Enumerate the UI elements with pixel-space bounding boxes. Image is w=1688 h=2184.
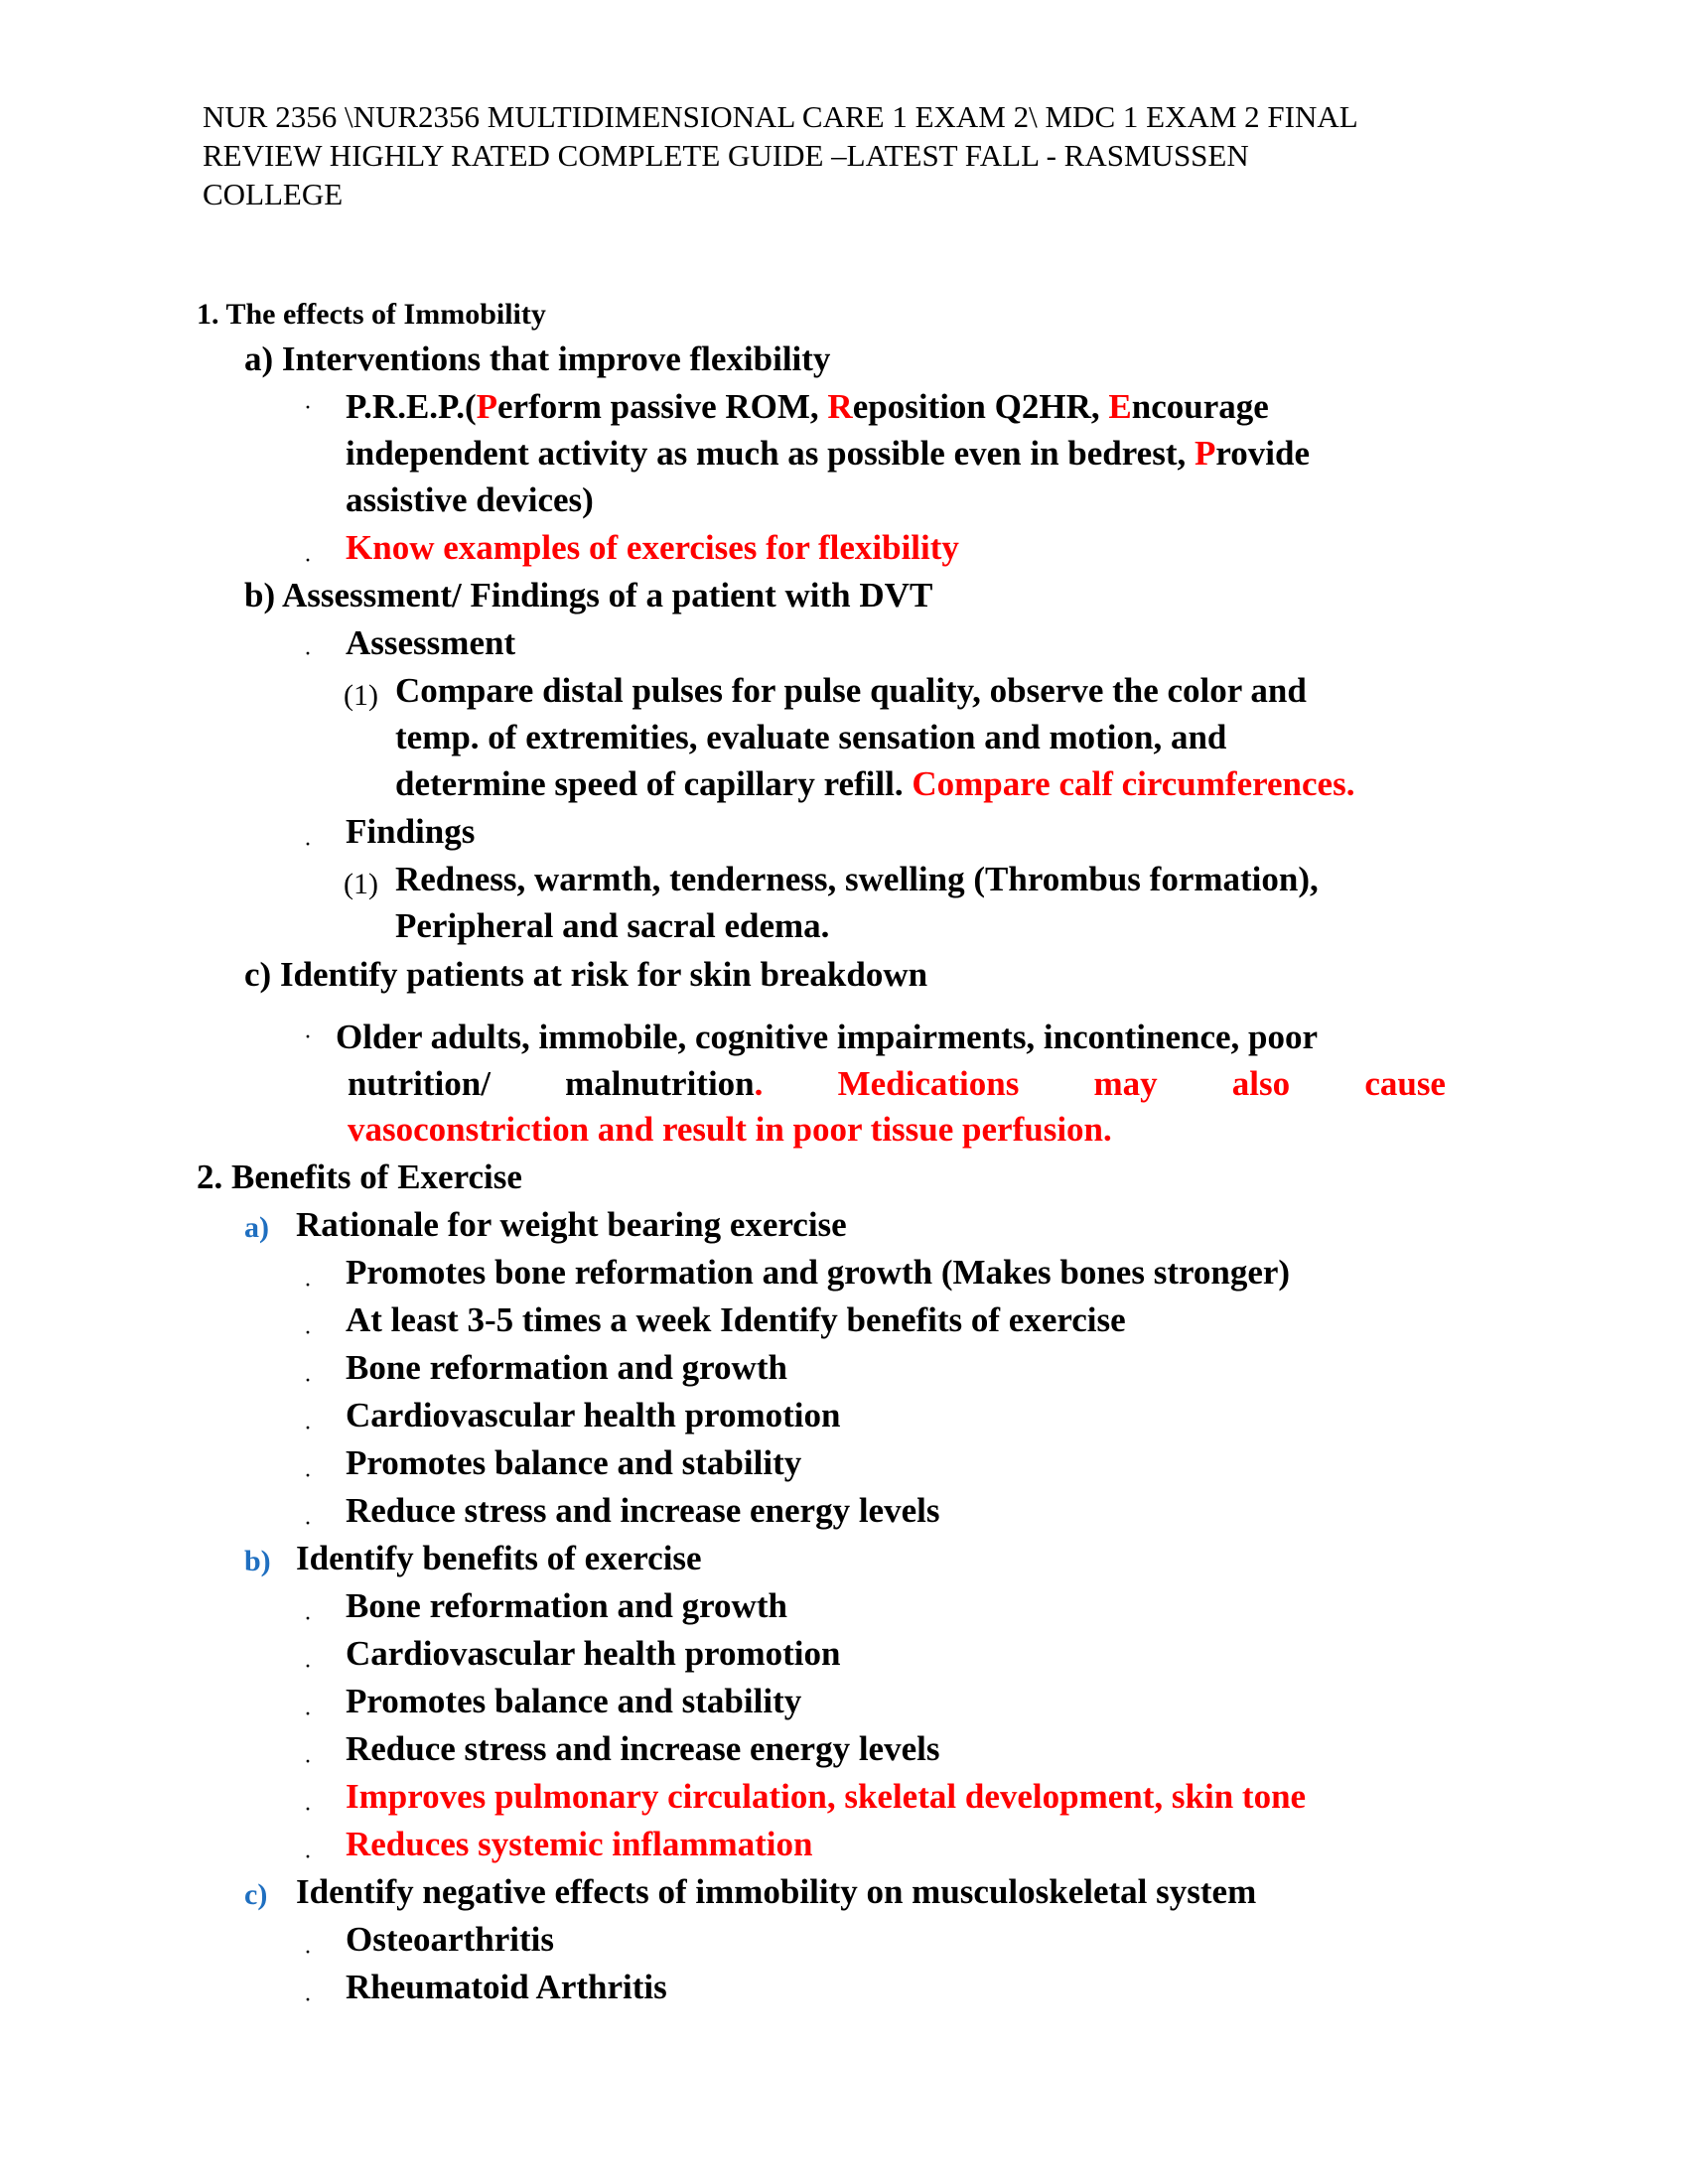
bullet-marker: · (304, 1024, 312, 1050)
section-1a-heading: a) Interventions that improve flexibility (244, 340, 831, 378)
title-line-2: REVIEW HIGHLY RATED COMPLETE GUIDE –LATEST FALL - RASMUSSEN (203, 138, 1249, 173)
bullet-marker: · (304, 1797, 312, 1823)
document-title (203, 97, 1493, 213)
findings-line-2: Peripheral and sacral edema. (395, 906, 830, 945)
section-2b-heading: Identify benefits of exercise (296, 1539, 702, 1577)
bullet-marker: · (304, 548, 312, 574)
bullet-marker: · (304, 1368, 312, 1394)
list-item: Bone reformation and growth (346, 1348, 787, 1387)
risk-line-3: vasoconstriction and result in poor tissue perfusion. (348, 1110, 1112, 1149)
title-line-1: NUR 2356 \NUR2356 MULTIDIMENSIONAL CARE 1 EXAM 2\ MDC 1 EXAM 2 FINAL (203, 99, 1358, 134)
section-2a-heading: Rationale for weight bearing exercise (296, 1205, 847, 1244)
bullet-marker: · (304, 1416, 312, 1441)
list-item: Cardiovascular health promotion (346, 1396, 841, 1434)
list-item: Reduce stress and increase energy levels (346, 1729, 940, 1768)
section-2b-letter: b) (244, 1545, 271, 1577)
section-2-heading: 2. Benefits of Exercise (197, 1158, 522, 1196)
bullet-marker: · (304, 1654, 312, 1680)
bullet-marker: · (304, 1749, 312, 1775)
section-2c-heading: Identify negative effects of immobility on musculoskeletal system (296, 1872, 1257, 1911)
section-2a-letter: a) (244, 1211, 269, 1244)
bullet-marker: · (304, 1940, 312, 1966)
list-item: Promotes balance and stability (346, 1682, 802, 1720)
assessment-line-1: Compare distal pulses for pulse quality, observe the color and (395, 671, 1307, 710)
bullet-marker: · (304, 395, 312, 421)
title-line-3: COLLEGE (203, 177, 344, 211)
findings-label: Findings (346, 812, 476, 851)
prep-line-1: P.R.E.P.(Perform passive ROM, Reposition Q2HR, Encourage (346, 387, 1269, 426)
bullet-marker: · (304, 1511, 312, 1537)
bullet-marker: · (304, 1987, 312, 2013)
list-item: Improves pulmonary circulation, skeletal development, skin tone (346, 1777, 1307, 1816)
list-item: Promotes balance and stability (346, 1443, 802, 1482)
section-1c-heading: c) Identify patients at risk for skin breakdown (244, 955, 928, 994)
list-item: Reduce stress and increase energy levels (346, 1491, 940, 1530)
section-1-heading: 1. The effects of Immobility (197, 298, 546, 331)
bullet-marker: · (304, 641, 312, 667)
list-item: Osteoarthritis (346, 1920, 554, 1959)
bullet-marker: · (304, 1844, 312, 1870)
list-item: Cardiovascular health promotion (346, 1634, 841, 1673)
list-item: Rheumatoid Arthritis (346, 1968, 667, 2006)
list-item: Promotes bone reformation and growth (Makes bones stronger) (346, 1253, 1291, 1292)
bullet-marker: · (304, 1606, 312, 1632)
findings-line-1: Redness, warmth, tenderness, swelling (Thrombus formation), (395, 860, 1319, 898)
bullet-marker: · (304, 1702, 312, 1727)
assessment-label: Assessment (346, 623, 516, 662)
list-item: Reduces systemic inflammation (346, 1825, 813, 1863)
bullet-marker: · (304, 832, 312, 858)
bullet-marker: · (304, 1463, 312, 1489)
know-examples-note: Know examples of exercises for flexibility (346, 528, 959, 567)
list-item: Bone reformation and growth (346, 1586, 787, 1625)
list-item: At least 3-5 times a week Identify benefits of exercise (346, 1300, 1126, 1339)
bullet-marker: · (304, 1320, 312, 1346)
assessment-line-3: determine speed of capillary refill. Compare calf circumferences. (395, 764, 1355, 803)
section-1b-heading: b) Assessment/ Findings of a patient with DVT (244, 576, 933, 614)
findings-number: (1) (344, 868, 378, 900)
risk-line-1: Older adults, immobile, cognitive impairments, incontinence, poor (336, 1018, 1319, 1056)
assessment-number: (1) (344, 679, 378, 712)
risk-line-2: nutrition/ malnutrition. Medications may also cause (348, 1064, 1446, 1103)
prep-line-2: independent activity as much as possible even in bedrest, Provide (346, 434, 1311, 473)
bullet-marker: · (304, 1273, 312, 1298)
prep-line-3: assistive devices) (346, 480, 594, 519)
assessment-line-2: temp. of extremities, evaluate sensation and motion, and (395, 718, 1227, 756)
section-2c-letter: c) (244, 1878, 268, 1911)
